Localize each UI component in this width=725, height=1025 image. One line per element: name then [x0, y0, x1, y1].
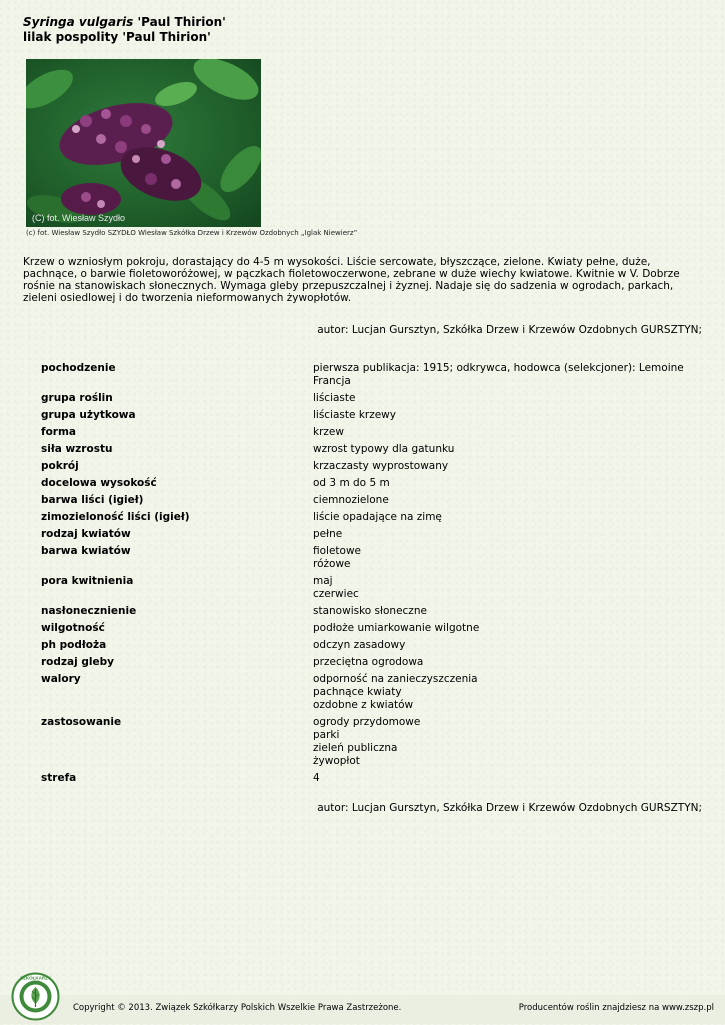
- plant-photo: [26, 59, 261, 227]
- property-values: [313, 477, 691, 490]
- property-value: maj: [313, 575, 333, 587]
- property-row: [41, 477, 691, 490]
- property-values: [313, 639, 691, 652]
- property-values: [313, 622, 691, 635]
- property-row: [41, 460, 691, 473]
- property-row: [41, 545, 691, 571]
- author-credit: autor: Lucjan Gursztyn, Szkółka Drzew i Krzewów Ozdobnych GURSZTYN;: [317, 324, 702, 336]
- property-value: parki: [313, 729, 340, 741]
- property-label: siła wzrostu: [41, 443, 113, 455]
- property-value: ogrody przydomowe: [313, 716, 421, 728]
- photo-watermark: (C) fot. Wiesław Szydło: [32, 213, 126, 223]
- property-label: forma: [41, 426, 76, 438]
- property-label: grupa roślin: [41, 392, 113, 404]
- property-label: pora kwitnienia: [41, 575, 134, 587]
- property-label: barwa kwiatów: [41, 545, 131, 557]
- property-row: [41, 575, 691, 601]
- property-row: [41, 622, 691, 635]
- producers-link[interactable]: Producentów roślin znajdziesz na www.zszp.pl: [518, 1003, 714, 1013]
- property-values: [313, 656, 691, 669]
- property-row: [41, 673, 691, 712]
- property-value: czerwiec: [313, 588, 359, 600]
- property-value: pachnące kwiaty: [313, 686, 402, 698]
- property-value: liście opadające na zimę: [313, 511, 442, 523]
- property-values: [313, 605, 691, 618]
- property-label: docelowa wysokość: [41, 477, 157, 489]
- property-value: liściaste: [313, 392, 356, 404]
- property-value: podłoże umiarkowanie wilgotne: [313, 622, 480, 634]
- property-label: barwa liści (igieł): [41, 494, 144, 506]
- property-label: rodzaj kwiatów: [41, 528, 131, 540]
- property-row: [41, 443, 691, 456]
- property-label: ph podłoża: [41, 639, 107, 651]
- property-label: walory: [41, 673, 81, 685]
- property-values: [313, 511, 691, 524]
- property-value: od 3 m do 5 m: [313, 477, 390, 489]
- property-value: żywopłot: [313, 755, 360, 767]
- logo-text: SZKÓŁKARZY: [20, 975, 51, 981]
- property-values: [313, 362, 691, 388]
- property-value: odporność na zanieczyszczenia: [313, 673, 478, 685]
- property-values: [313, 772, 691, 785]
- property-row: [41, 639, 691, 652]
- property-values: [313, 392, 691, 405]
- cultivar-name: 'Paul Thirion': [137, 15, 226, 29]
- property-value: przeciętna ogrodowa: [313, 656, 424, 668]
- zszp-logo[interactable]: [11, 972, 60, 1021]
- author-credit-bottom: autor: Lucjan Gursztyn, Szkółka Drzew i Krzewów Ozdobnych GURSZTYN;: [317, 802, 702, 814]
- property-row: [41, 772, 691, 785]
- property-values: [313, 426, 691, 439]
- property-row: [41, 605, 691, 618]
- property-values: [313, 528, 691, 541]
- property-value: różowe: [313, 558, 351, 570]
- property-value: wzrost typowy dla gatunku: [313, 443, 455, 455]
- property-row: [41, 511, 691, 524]
- properties-table: [41, 362, 691, 789]
- property-value: zieleń publiczna: [313, 742, 398, 754]
- property-values: [313, 716, 691, 768]
- property-values: [313, 673, 691, 712]
- property-label: pochodzenie: [41, 362, 116, 374]
- plant-title: [23, 15, 226, 45]
- property-value: Francja: [313, 375, 351, 387]
- property-row: [41, 494, 691, 507]
- property-label: grupa użytkowa: [41, 409, 136, 421]
- property-row: [41, 426, 691, 439]
- property-values: [313, 460, 691, 473]
- polish-name: lilak pospolity 'Paul Thirion': [23, 30, 211, 44]
- property-values: [313, 575, 691, 601]
- lilac-flowers: [53, 92, 209, 215]
- property-value: krzaczasty wyprostowany: [313, 460, 449, 472]
- property-label: strefa: [41, 772, 77, 784]
- property-row: [41, 528, 691, 541]
- property-row: [41, 656, 691, 669]
- property-value: ciemnozielone: [313, 494, 389, 506]
- property-values: [313, 494, 691, 507]
- property-row: [41, 392, 691, 405]
- property-value: krzew: [313, 426, 344, 438]
- property-values: [313, 545, 691, 571]
- property-value: stanowisko słoneczne: [313, 605, 427, 617]
- property-value: liściaste krzewy: [313, 409, 396, 421]
- copyright-text: Copyright © 2013. Związek Szkółkarzy Polskich Wszelkie Prawa Zastrzeżone.: [73, 1003, 402, 1013]
- property-label: zimozieloność liści (igieł): [41, 511, 190, 523]
- latin-name: Syringa vulgaris: [23, 15, 134, 29]
- property-value: 4: [313, 772, 320, 784]
- property-value: pełne: [313, 528, 343, 540]
- property-label: zastosowanie: [41, 716, 122, 728]
- property-value: fioletowe: [313, 545, 362, 557]
- property-label: pokrój: [41, 460, 79, 472]
- property-value: odczyn zasadowy: [313, 639, 406, 651]
- property-row: [41, 362, 691, 388]
- property-value: ozdobne z kwiatów: [313, 699, 414, 711]
- property-values: [313, 443, 691, 456]
- photo-credit: (c) fot. Wiesław Szydło SZYDŁO Wiesław Szkółka Drzew i Krzewów Ozdobnych „Iglak Niewierz”: [26, 229, 358, 237]
- property-label: nasłonecznienie: [41, 605, 137, 617]
- property-value: pierwsza publikacja: 1915; odkrywca, hodowca (selekcjoner): Lemoine: [313, 362, 684, 374]
- property-values: [313, 409, 691, 422]
- property-row: [41, 409, 691, 422]
- plant-description: Krzew o wzniosłym pokroju, dorastający do 4-5 m wysokości. Liście sercowate, błyszczące, zielone. Kwiaty pełne, duże, pachnące, o barwie fioletoworóżowej, w pączkach fioletowoczerwone, zebrane w duże wiechy kwiatowe. Kwitnie w V. Dobrze rośnie na stanowiskach słonecznych. Wymaga gleby przepuszczalnej i żyznej. Nadaje się do sadzenia w ogrodach, parkach, zieleni osiedlowej i do tworzenia nieformowanych żywopłotów.: [23, 256, 680, 304]
- property-label: rodzaj gleby: [41, 656, 114, 668]
- property-label: wilgotność: [41, 622, 105, 634]
- property-row: [41, 716, 691, 768]
